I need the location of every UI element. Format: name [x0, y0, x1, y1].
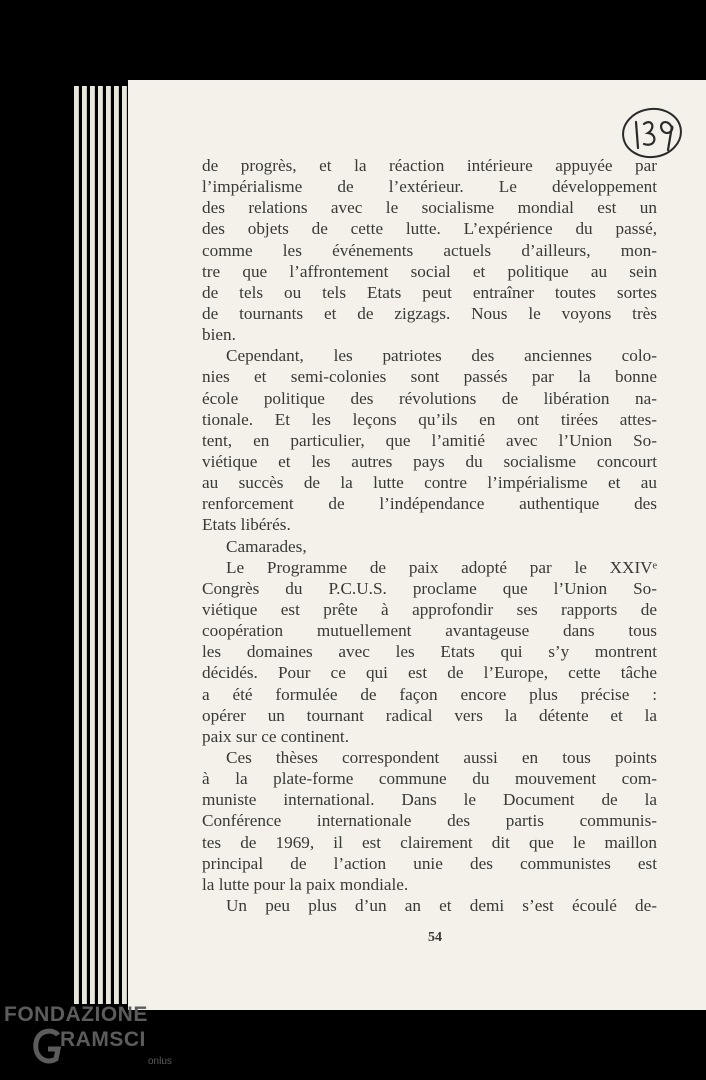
text-line: coopération mutuellement avantageuse dans tous	[202, 621, 657, 641]
text-line: de tournants et de zigzags. Nous le voyons très	[202, 303, 657, 323]
text-line: Congrès du P.C.U.S. proclame que l’Union So-	[202, 578, 657, 598]
text-line: tes de 1969, il est clairement dit que le maillon	[202, 832, 657, 852]
watermark-line2: RAMSCI	[60, 1028, 146, 1051]
text-line: de tels ou tels Etats peut entraîner toutes sortes	[202, 282, 657, 302]
handwritten-folio-number	[620, 104, 684, 162]
text-line: principal de l’action unie des communistes est	[202, 853, 657, 873]
text-line: tionale. Et les leçons qu’ils en ont tirées attes-	[202, 409, 657, 429]
watermark-line1: FONDAZIONE	[4, 1003, 148, 1026]
text-line: Un peu plus d’un an et demi s’est écoulé de-	[226, 895, 657, 915]
text-line: tent, en particulier, que l’amitié avec l’Union So-	[202, 430, 657, 450]
text-line: comme les événements actuels d’ailleurs, mon-	[202, 240, 657, 260]
text-line: a été formulée de façon encore plus précise :	[202, 684, 657, 704]
text-line: Etats libérés.	[202, 515, 291, 535]
text-line: à la plate-forme commune du mouvement com-	[202, 769, 657, 789]
page-number: 54	[428, 930, 442, 945]
text-line: la lutte pour la paix mondiale.	[202, 874, 409, 894]
page-edge	[74, 86, 79, 1004]
page-edge	[98, 86, 103, 1004]
text-line: Camarades,	[226, 536, 307, 556]
text-line: Ces thèses correspondent aussi en tous points	[226, 747, 657, 767]
text-line: au succès de la lutte contre l’impérialisme et au	[202, 473, 657, 493]
page-edge	[106, 86, 111, 1004]
text-line: Conférence internationale des partis communis-	[202, 811, 657, 831]
text-line: Cependant, les patriotes des anciennes colo-	[226, 346, 657, 366]
text-line: Le Programme de paix adopté par le XXIVᵉ	[226, 557, 657, 577]
page-edge	[122, 86, 127, 1004]
text-line: muniste international. Dans le Document de la	[202, 790, 657, 810]
fondazione-gramsci-watermark	[4, 1003, 184, 1073]
page-edge	[114, 86, 119, 1004]
text-line: opérer un tournant radical vers la détente et la	[202, 705, 657, 725]
text-line: école politique des révolutions de libération na-	[202, 388, 657, 408]
text-line: décidés. Pour ce qui est de l’Europe, cette tâche	[202, 663, 657, 683]
page-edge	[90, 86, 95, 1004]
text-line: renforcement de l’indépendance authentique des	[202, 494, 657, 514]
page-edge	[82, 86, 87, 1004]
text-line: des relations avec le socialisme mondial est un	[202, 198, 657, 218]
text-line: l’impérialisme de l’extérieur. Le développement	[202, 177, 657, 197]
text-line: viétique et les autres pays du socialisme concourt	[202, 451, 657, 471]
text-line: paix sur ce continent.	[202, 726, 350, 746]
text-line: des objets de cette lutte. L’expérience du passé,	[202, 219, 657, 239]
text-line: les domaines avec les Etats qui s’y montrent	[202, 642, 657, 662]
watermark-sub: onlus	[148, 1056, 172, 1067]
body-text	[202, 155, 657, 916]
text-line: nies et semi-colonies sont passés par la bonne	[202, 367, 657, 387]
handwritten-circled-number-icon	[620, 104, 684, 162]
text-line: viétique est prête à approfondir ses rapports de	[202, 599, 657, 619]
text-line: tre que l’affrontement social et politique au sein	[202, 261, 657, 281]
text-line: de progrès, et la réaction intérieure appuyée par	[202, 156, 657, 175]
text-line: bien.	[202, 325, 236, 345]
